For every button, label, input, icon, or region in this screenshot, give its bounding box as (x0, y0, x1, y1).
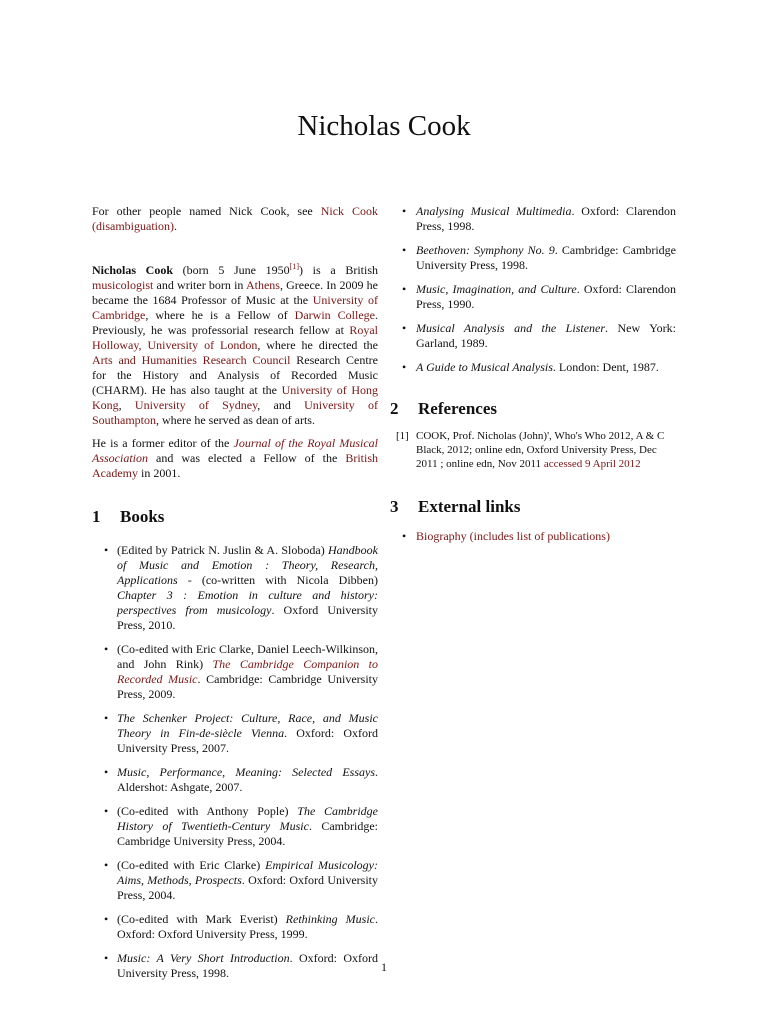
athens-link[interactable]: Athens (245, 278, 280, 292)
intro-text: . Previously, he was professorial research fellow at (92, 308, 378, 337)
reference-text: COOK, Prof. Nicholas (John)', Who's Who 2012, A & C Black, 2012; online edn, Oxford University Press, Dec 2011 ; online edn, Nov 2011 (416, 430, 665, 470)
book-text: . London: Dent, 1987. (552, 360, 659, 374)
hong-kong-link[interactable]: University of Hong Kong (92, 383, 379, 412)
list-item (92, 804, 378, 849)
book-text: - (co-written with Nicola Dibben) (177, 573, 378, 587)
book-text: (Co-edited with Eric Clarke, Daniel Leech-Wilkinson, and John Rink) (117, 642, 378, 671)
hatnote (92, 204, 378, 234)
book-title: Handbook of Music and Emotion : Theory, Research, Applications (117, 543, 378, 587)
bullet-icon: • (402, 282, 407, 296)
disambiguation-link[interactable]: Nick Cook (disambiguation) (92, 204, 378, 233)
book-title: The Schenker Project: Culture, Race, and Music Theory in Fin-de-siècle Vienna (117, 711, 378, 740)
intro-text: , where he is a Fellow of (145, 308, 295, 322)
bullet-icon: • (402, 243, 407, 257)
hatnote-text: For other people named Nick Cook, see (92, 204, 321, 218)
british-academy-link[interactable]: British Academy (92, 451, 378, 480)
book-text: . New York: Garland, 1989. (416, 321, 676, 350)
intro-text: , where he directed the (257, 338, 378, 352)
book-title: Analysing Musical Multimedia (416, 204, 572, 218)
page-title: Nicholas Cook (297, 110, 471, 142)
citation-link[interactable]: [1] (289, 262, 299, 271)
book-text: (Co-edited with Mark Everist) (117, 912, 286, 926)
list-item (390, 243, 676, 273)
list-item (390, 204, 676, 234)
book-text: . Oxford University Press, 2010. (117, 603, 378, 632)
southampton-link[interactable]: University of Southampton (92, 398, 379, 427)
reference-item (390, 429, 676, 471)
cambridge-link[interactable]: University of Cambridge (92, 293, 379, 322)
books-list-continued (390, 204, 676, 375)
section-title: References (418, 399, 497, 418)
editor-paragraph (92, 436, 378, 481)
journal-title: Journal of the Royal Musical Association (92, 436, 378, 465)
right-column (390, 204, 676, 553)
intro-text: (born 5 June 1950 (173, 263, 290, 277)
book-text: . Aldershot: Ashgate, 2007. (117, 765, 378, 794)
editor-text: in 2001. (137, 466, 181, 480)
list-item (390, 529, 676, 544)
book-title: Music: A Very Short Introduction (117, 951, 290, 965)
list-item (92, 642, 378, 702)
list-item (92, 711, 378, 756)
book-title: A Guide to Musical Analysis (416, 360, 553, 374)
book-title: The Cambridge Companion to Recorded Music (117, 657, 378, 686)
bullet-icon: • (402, 321, 407, 335)
book-text: . Oxford: Oxford University Press, 2004. (117, 873, 378, 902)
book-text: . Cambridge: Cambridge University Press, 2009. (117, 672, 378, 701)
royal-holloway-link[interactable]: Royal Holloway, University of London (92, 323, 378, 352)
intro-text: and writer born in (153, 278, 246, 292)
bullet-icon: • (104, 858, 109, 872)
book-chapter: Chapter 3 : Emotion in culture and history: perspectives from musicology (117, 588, 378, 617)
book-title: Music, Performance, Meaning: Selected Essays (117, 765, 375, 779)
intro-text: , and (257, 398, 305, 412)
book-title: Rethinking Music (285, 912, 375, 926)
editor-text: He is a former editor of the (92, 436, 234, 450)
subject-name: Nicholas Cook (92, 263, 174, 277)
hatnote-text: . (173, 219, 177, 233)
list-item (92, 912, 378, 942)
section-number: 3 (390, 497, 399, 516)
ahrc-link[interactable]: Arts and Humanities Research Council (92, 353, 291, 367)
bullet-icon: • (104, 912, 109, 926)
bullet-icon: • (104, 765, 109, 779)
book-text: . Oxford: Oxford University Press, 2007. (117, 726, 379, 755)
left-column (92, 204, 378, 990)
musicologist-link[interactable]: musicologist (92, 278, 154, 292)
book-title: Musical Analysis and the Listener (416, 321, 606, 335)
bullet-icon: • (104, 642, 109, 656)
list-item (92, 858, 378, 903)
bullet-icon: • (104, 804, 109, 818)
book-title: Empirical Musicology: Aims, Methods, Prospects (117, 858, 378, 887)
list-item (92, 543, 378, 633)
darwin-college-link[interactable]: Darwin College (294, 308, 375, 322)
list-item (92, 765, 378, 795)
list-item (390, 282, 676, 312)
section-number: 2 (390, 399, 399, 418)
section-number: 1 (92, 507, 101, 526)
sydney-link[interactable]: University of Sydney (134, 398, 258, 412)
list-item (390, 360, 676, 375)
reference-number: [1] (396, 430, 409, 442)
book-text: (Co-edited with Eric Clarke) (117, 858, 266, 872)
intro-text: , (118, 398, 135, 412)
bullet-icon: • (402, 360, 407, 374)
intro-text: Research Centre for the History and Analysis of Recorded Music (CHARM). He has also taught at the (92, 353, 378, 397)
bullet-icon: • (402, 204, 407, 218)
book-text: (Co-edited with Anthony Pople) (117, 804, 298, 818)
bullet-icon: • (402, 529, 407, 543)
section-heading-external-links (390, 497, 676, 517)
book-text: . Oxford: Oxford University Press, 1999. (117, 912, 378, 941)
reference-accessed-link[interactable]: accessed 9 April 2012 (543, 458, 641, 470)
book-text: . Oxford: Clarendon Press, 1998. (416, 204, 676, 233)
intro-text: , where he served as dean of arts. (156, 413, 315, 427)
book-title: Music, Imagination, and Culture (416, 282, 577, 296)
bullet-icon: • (104, 951, 109, 965)
book-text: (Edited by Patrick N. Juslin & A. Sloboda) (117, 543, 328, 557)
section-heading-references (390, 399, 676, 419)
intro-paragraph (92, 263, 378, 428)
external-links-list (390, 529, 676, 544)
intro-text: , Greece. In 2009 he became the 1684 Professor of Music at the (92, 278, 378, 307)
section-title: Books (120, 507, 165, 526)
book-text: . Oxford: Oxford University Press, 1998. (117, 951, 378, 980)
section-heading-books (92, 507, 378, 527)
bullet-icon: • (104, 711, 109, 725)
book-text: . Cambridge: Cambridge University Press, 1998. (416, 243, 676, 272)
book-title: Beethoven: Symphony No. 9 (416, 243, 555, 257)
books-list (92, 543, 378, 981)
page-number: 1 (381, 960, 387, 974)
book-text: . Cambridge: Cambridge University Press, 2004. (117, 819, 379, 848)
list-item (390, 321, 676, 351)
bullet-icon: • (104, 543, 109, 557)
biography-link[interactable]: Biography (includes list of publications) (416, 529, 610, 543)
intro-text: ) is a British (299, 263, 378, 277)
section-title: External links (418, 497, 521, 516)
editor-text: and was elected a Fellow of the (148, 451, 346, 465)
book-text: . Oxford: Clarendon Press, 1990. (416, 282, 677, 311)
book-title: The Cambridge History of Twentieth-Century Music (117, 804, 378, 833)
